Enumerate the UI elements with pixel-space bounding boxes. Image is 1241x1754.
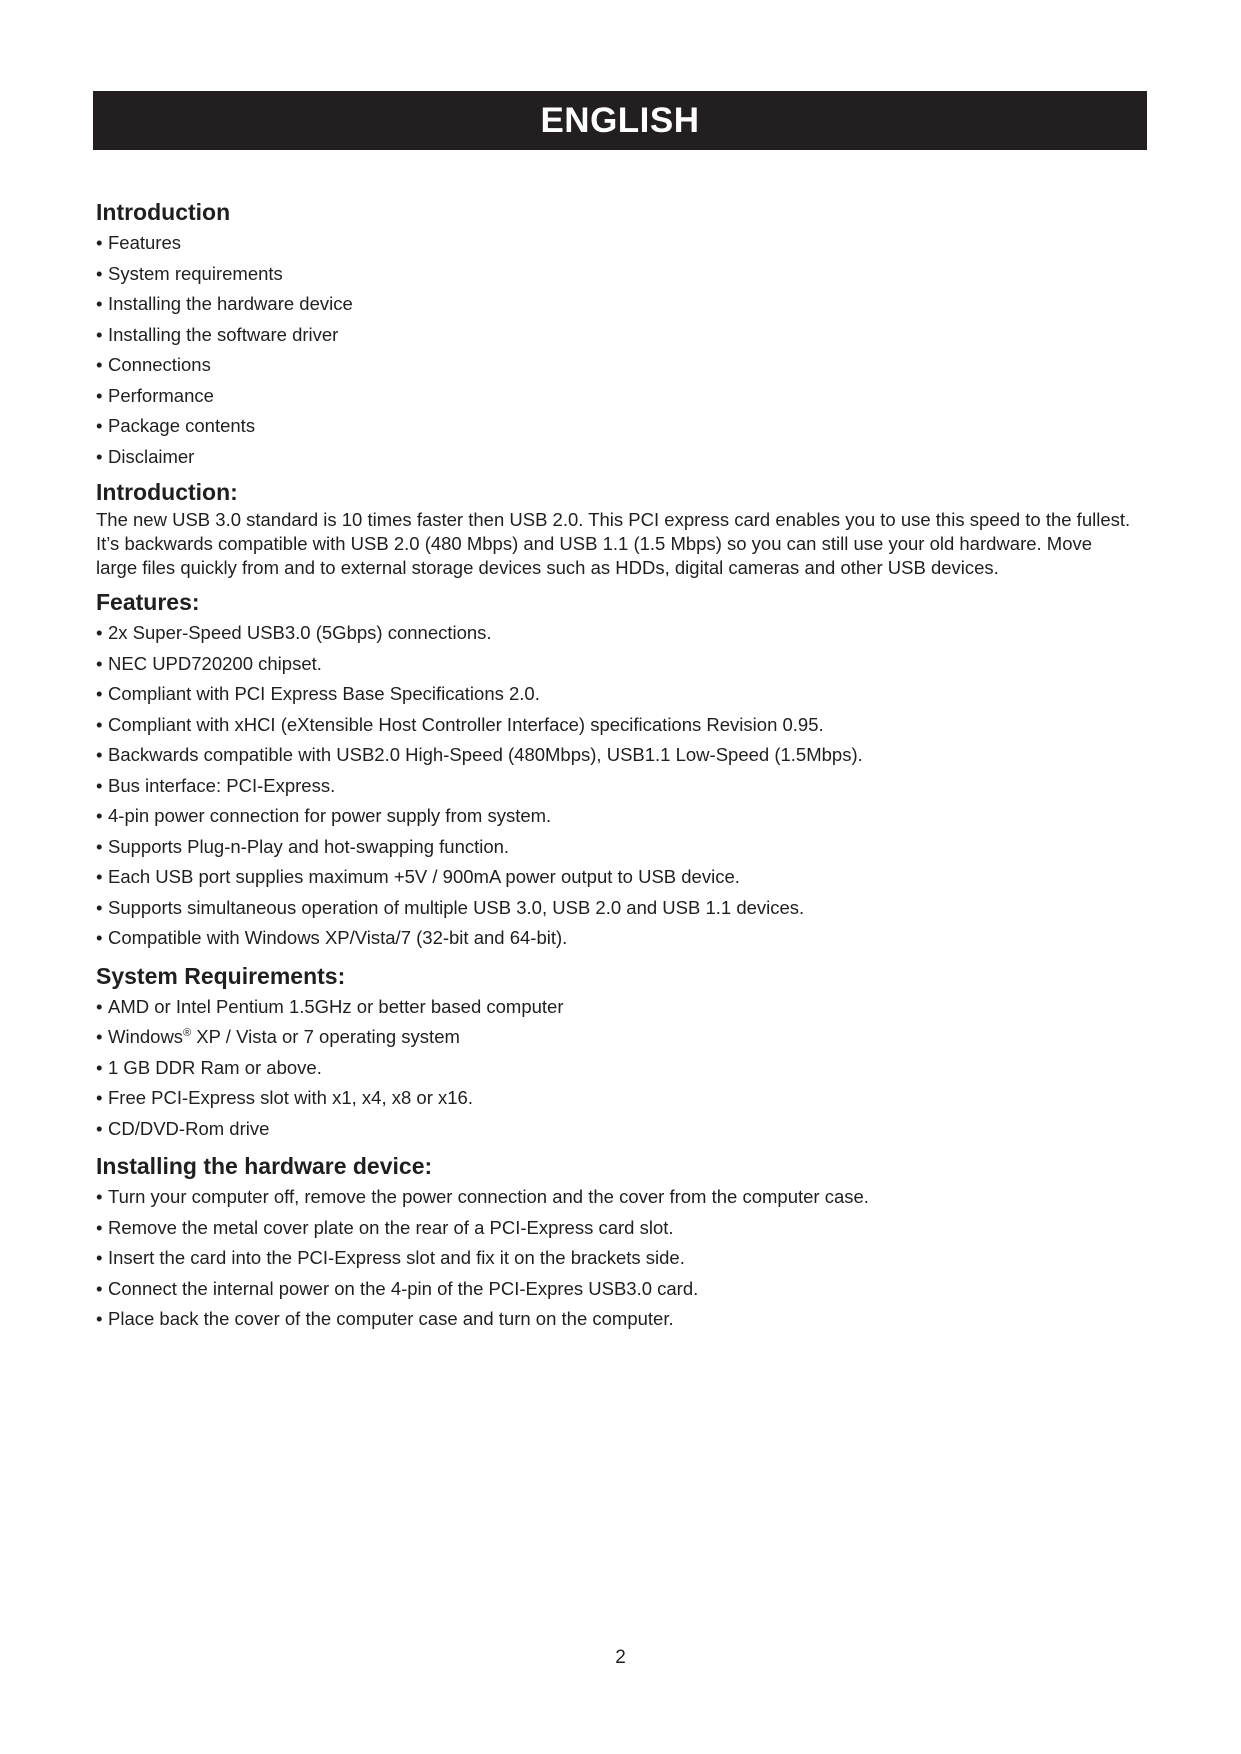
list-item-text: Remove the metal cover plate on the rear of a PCI-Express card slot.: [108, 1216, 674, 1238]
features-section: [96, 586, 1136, 954]
list-item: [96, 679, 1136, 710]
list-item-text: Compliant with PCI Express Base Specifications 2.0.: [108, 683, 540, 704]
list-item: [96, 649, 1136, 680]
list-item-text: Installing the hardware device: [108, 293, 353, 314]
toc-title: Introduction: [96, 199, 231, 225]
introduction-title: Introduction:: [96, 479, 238, 505]
list-item: [96, 381, 1136, 412]
list-item-text: Disclaimer: [108, 445, 195, 467]
bullet-glyph: •: [96, 262, 103, 284]
list-item-text: Free PCI-Express slot with x1, x4, x8 or x16.: [108, 1087, 473, 1108]
list-item: [96, 442, 1136, 473]
list-item-text: NEC UPD720200 chipset.: [108, 652, 322, 674]
bullet-glyph: •: [96, 744, 103, 765]
list-item: [96, 1053, 1136, 1084]
list-item-text: CD/DVD-Rom drive: [108, 1117, 270, 1139]
list-item-text: Bus interface: PCI-Express.: [108, 774, 336, 796]
installing-hardware-section: [96, 1150, 1136, 1335]
bullet-glyph: •: [96, 1216, 103, 1238]
list-item-text: 2x Super-Speed USB3.0 (5Gbps) connections.: [108, 622, 492, 643]
list-item: [96, 350, 1136, 381]
manual-content: [96, 196, 1136, 1335]
list-item-text: Performance: [108, 384, 214, 406]
bullet-glyph: •: [96, 1087, 103, 1108]
bullet-glyph: •: [96, 927, 103, 948]
bullet-glyph: •: [96, 683, 103, 704]
list-item: [96, 740, 1136, 771]
bullet-glyph: •: [96, 622, 103, 643]
list-item: [96, 289, 1136, 320]
bullet-glyph: •: [96, 445, 103, 467]
list-item-text: Features: [108, 232, 182, 253]
bullet-glyph: •: [96, 293, 103, 314]
features-title: Features:: [96, 589, 200, 615]
bullet-glyph: •: [96, 835, 103, 857]
list-item: [96, 1182, 1136, 1213]
list-item-text: XP / Vista or 7 operating system: [191, 1026, 460, 1047]
list-item-text: Connect the internal power on the 4-pin of the PCI-Expres USB3.0 card.: [108, 1277, 699, 1299]
list-item-text: AMD or Intel Pentium 1.5GHz or better based computer: [108, 995, 564, 1017]
bullet-glyph: •: [96, 232, 103, 253]
system-requirements-list: [96, 992, 1136, 1145]
introduction-text: The new USB 3.0 standard is 10 times faster then USB 2.0. This PCI express card enables you to use this speed to the fullest. It’s backwards compatible with USB 2.0 (480 Mbps) and USB 1.1 (1.5 Mbps) so you can still use your old hardware. Move large files quickly from and to external storage devices such as HDDs, digital cameras and other USB devices.: [96, 509, 1131, 578]
list-item: [96, 862, 1136, 893]
list-item-text: Connections: [108, 354, 211, 375]
list-item: [96, 1022, 1136, 1053]
list-item: [96, 411, 1136, 442]
list-item-text: Compatible with Windows XP/Vista/7 (32-bit and 64-bit).: [108, 927, 568, 948]
list-item: [96, 923, 1136, 954]
list-item: [96, 228, 1136, 259]
language-header: ENGLISH: [93, 91, 1147, 150]
list-item-text: System requirements: [108, 262, 283, 284]
list-item-text: 4-pin power connection for power supply from system.: [108, 805, 552, 826]
introduction-section: [96, 476, 1136, 580]
list-item: [96, 710, 1136, 741]
bullet-glyph: •: [96, 1308, 103, 1329]
bullet-glyph: •: [96, 415, 103, 436]
bullet-glyph: •: [96, 866, 103, 887]
bullet-glyph: •: [96, 323, 103, 345]
bullet-glyph: •: [96, 713, 103, 735]
list-item: [96, 1243, 1136, 1274]
list-item-text: Insert the card into the PCI-Express slot and fix it on the brackets side.: [108, 1247, 685, 1268]
list-item: [96, 992, 1136, 1023]
bullet-glyph: •: [96, 1026, 103, 1047]
list-item: [96, 1213, 1136, 1244]
system-requirements-title: System Requirements:: [96, 962, 346, 989]
bullet-glyph: •: [96, 774, 103, 796]
list-item-text: Turn your computer off, remove the power connection and the cover from the computer case.: [108, 1186, 869, 1207]
list-item-text: Compliant with xHCI (eXtensible Host Controller Interface) specifications Revision 0.95.: [108, 713, 824, 735]
list-item: [96, 1274, 1136, 1305]
list-item: [96, 1083, 1136, 1114]
bullet-glyph: •: [96, 896, 103, 918]
bullet-glyph: •: [96, 384, 103, 406]
list-item-text: Backwards compatible with USB2.0 High-Speed (480Mbps), USB1.1 Low-Speed (1.5Mbps).: [108, 744, 863, 765]
list-item-text: Package contents: [108, 415, 256, 436]
installing-hardware-list: [96, 1182, 1136, 1335]
list-item: [96, 618, 1136, 649]
bullet-glyph: •: [96, 1186, 103, 1207]
list-item-text: Supports Plug-n-Play and hot-swapping function.: [108, 835, 510, 857]
toc-list: [96, 228, 1136, 472]
bullet-glyph: •: [96, 1277, 103, 1299]
features-list: [96, 618, 1136, 954]
bullet-glyph: •: [96, 805, 103, 826]
list-item: [96, 1304, 1136, 1335]
list-item: [96, 1114, 1136, 1145]
list-item-text: Windows: [108, 1026, 184, 1047]
list-item-text: Each USB port supplies maximum +5V / 900mA power output to USB device.: [108, 866, 740, 887]
list-item-text: Supports simultaneous operation of multiple USB 3.0, USB 2.0 and USB 1.1 devices.: [108, 896, 805, 918]
list-item-text: Place back the cover of the computer case and turn on the computer.: [108, 1308, 674, 1329]
list-item-text: Installing the software driver: [108, 323, 339, 345]
page-number: 2: [615, 1647, 626, 1668]
installing-hardware-title: Installing the hardware device:: [96, 1153, 433, 1179]
bullet-glyph: •: [96, 995, 103, 1017]
bullet-glyph: •: [96, 652, 103, 674]
list-item: [96, 320, 1136, 351]
system-requirements-section: [96, 960, 1136, 1145]
list-item: [96, 771, 1136, 802]
list-item: [96, 801, 1136, 832]
list-item: [96, 832, 1136, 863]
bullet-glyph: •: [96, 1117, 103, 1139]
bullet-glyph: •: [96, 1247, 103, 1268]
list-item: [96, 259, 1136, 290]
list-item-text: 1 GB DDR Ram or above.: [108, 1056, 322, 1078]
bullet-glyph: •: [96, 1056, 103, 1078]
registered-mark: ®: [183, 1026, 192, 1039]
bullet-glyph: •: [96, 354, 103, 375]
list-item: [96, 893, 1136, 924]
toc-section: [96, 196, 1136, 472]
